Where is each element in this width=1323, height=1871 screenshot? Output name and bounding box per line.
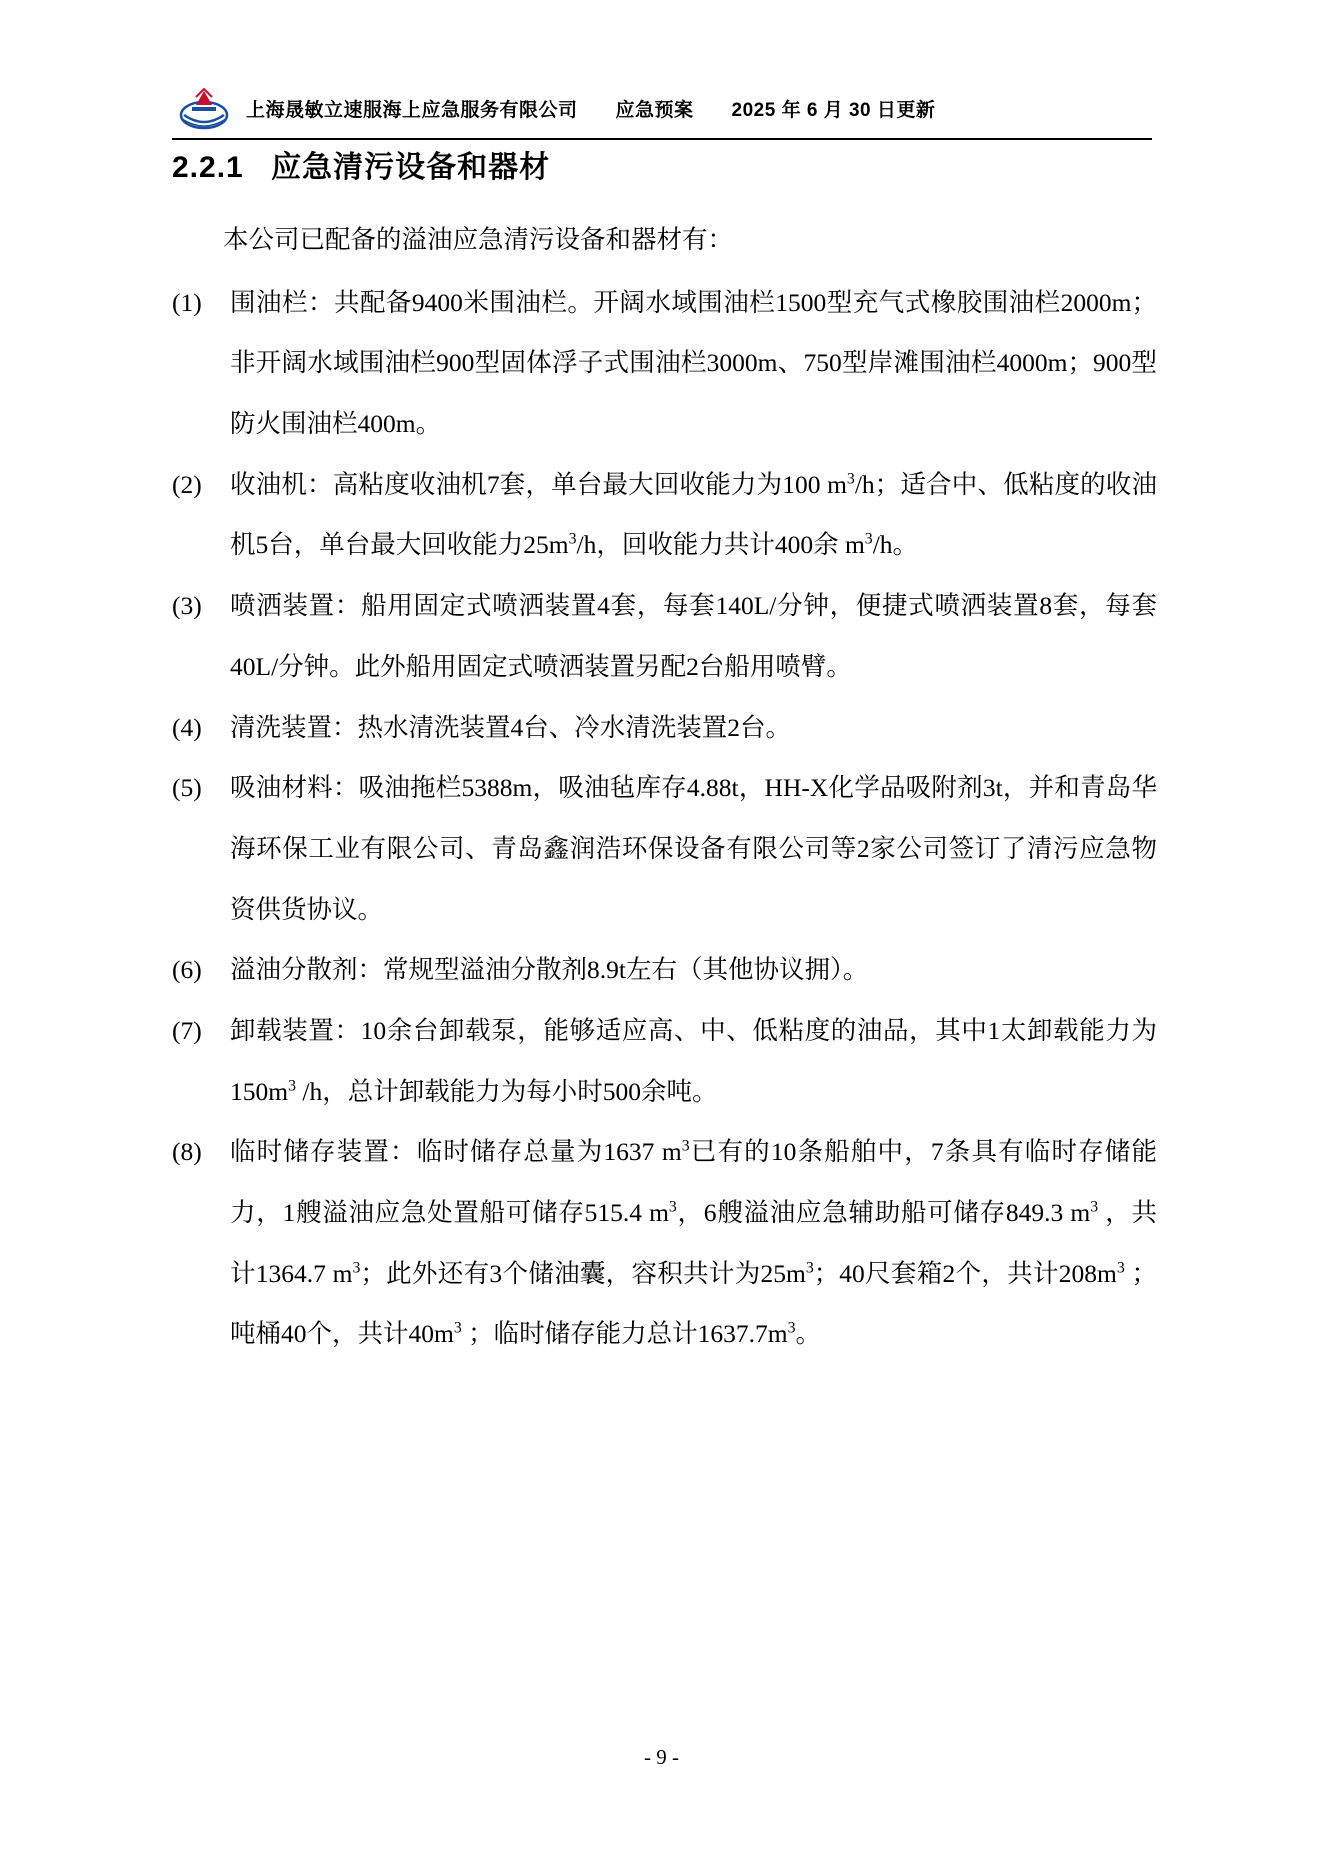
list-item-marker: (4) <box>172 712 202 742</box>
list-item-marker: (5) <box>172 773 202 803</box>
list-item-marker: (3) <box>172 591 202 621</box>
document-body <box>172 210 1157 1365</box>
list-item-marker: (7) <box>172 1015 202 1045</box>
list-item <box>172 698 1157 759</box>
list-item-text: 喷洒装置：船用固定式喷洒装置4套，每套140L/分钟，便捷式喷洒装置8套，每套40L/分钟。此外船用固定式喷洒装置另配2台船用喷臂。 <box>230 591 1157 681</box>
list-item-text: 收油机：高粘度收油机7套，单台最大回收能力为100 $m^3/h$；适合中、低粘度的收油机5台，单台最大回收能力$25m^3/h$，回收能力共计400余 $m^3/h$。 <box>230 469 1157 560</box>
section-title: 应急清污设备和器材 <box>271 151 551 184</box>
list-item <box>172 455 1157 576</box>
list-item <box>172 1001 1157 1122</box>
list-item <box>172 1122 1157 1365</box>
section-heading <box>172 142 550 186</box>
list-item <box>172 940 1157 1001</box>
company-emblem-icon <box>172 85 236 131</box>
equipment-list <box>172 273 1157 1365</box>
list-item-text: 吸油材料：吸油拖栏5388m，吸油毡库存4.88t，HH-X化学品吸附剂3t，并和青岛华海环保工业有限公司、青岛鑫润浩环保设备有限公司等2家公司签订了清污应急物资供货协议。 <box>230 773 1157 924</box>
list-item-marker: (1) <box>172 287 202 317</box>
list-item-text: 溢油分散剂：常规型溢油分散剂8.9t左右（其他协议拥）。 <box>230 955 869 985</box>
list-item-marker: (6) <box>172 955 202 985</box>
page-footer: - 9 - <box>644 1745 679 1769</box>
section-number: 2.2.1 <box>172 151 244 184</box>
list-item <box>172 758 1157 940</box>
header-update-date: 2025 年 6 月 30 日更新 <box>731 99 936 121</box>
list-item-text: 围油栏：共配备9400米围油栏。开阔水域围油栏1500型充气式橡胶围油栏2000m；非开阔水域围油栏900型固体浮子式围油栏3000m、750型岸滩围油栏4000m；900型防火围油栏400m。 <box>230 287 1157 439</box>
list-item <box>172 576 1157 697</box>
list-item-text: 清洗装置：热水清洗装置4台、冷水清洗装置2台。 <box>230 712 792 742</box>
intro-paragraph: 本公司已配备的溢油应急清污设备和器材有： <box>223 225 734 254</box>
list-item-text: 卸载装置：10余台卸载泵，能够适应高、中、低粘度的油品，其中1太卸载能力为$150m^3$ /h，总计卸载能力为每小时500余吨。 <box>230 1015 1157 1106</box>
header-company-name: 上海晟敏立速服海上应急服务有限公司 <box>246 99 578 121</box>
list-item-marker: (2) <box>172 469 202 499</box>
list-item-text: 临时储存装置：临时储存总量为1637 $m^3$已有的10条船舶中，7条具有临时存储能力，1艘溢油应急处置船可储存515.4 $m^3$，6艘溢油应急辅助船可储存849.3 $m^3$ ，共计1364.7 $m^3$；此外还有3个储油囊，容积共计为$25m^3$；40尺套箱2个，共计$208m^3$ ；吨桶40个，共计$40m^3$ ；临时储存能力总计$1637.7m^3$。 <box>230 1137 1157 1349</box>
header-document-name: 应急预案 <box>615 99 694 121</box>
page-header <box>172 78 1152 140</box>
list-item-marker: (8) <box>172 1137 202 1167</box>
list-item <box>172 273 1157 455</box>
